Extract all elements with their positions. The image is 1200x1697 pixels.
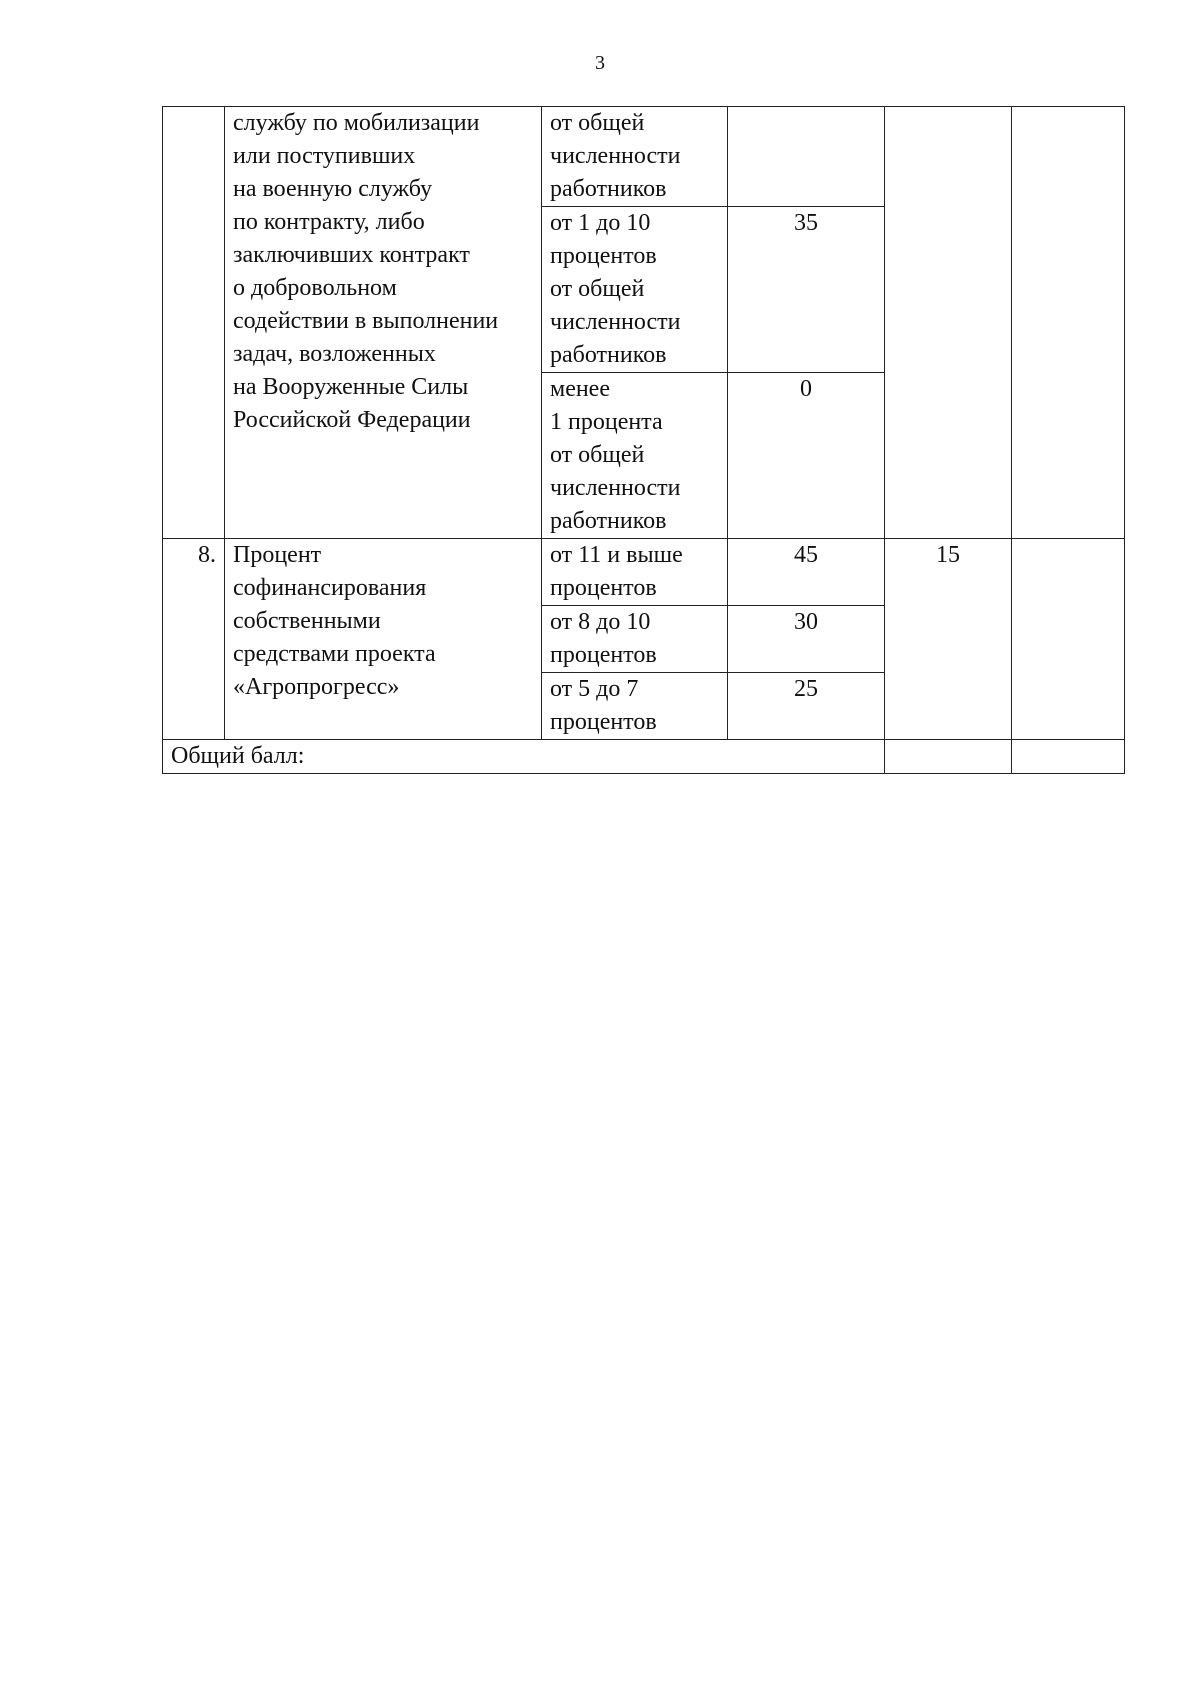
condition-cell: от 1 до 10 процентов от общей численности работников	[542, 207, 728, 373]
criterion-name: Процент софинансирования собственными средствами проекта «Агропрогресс»	[225, 539, 542, 740]
points-cell: 0	[728, 373, 885, 539]
points-cell: 35	[728, 207, 885, 373]
criterion-name: службу по мобилизации или поступивших на военную службу по контракту, либо заключивших контракт о добровольном содействии в выполнении задач, возложенных на Вооруженные Силы Российской Федерации	[225, 107, 542, 539]
points-cell	[728, 107, 885, 207]
total-weight-cell	[885, 740, 1012, 774]
points-cell: 25	[728, 673, 885, 740]
weight-cell: 15	[885, 539, 1012, 740]
criterion-number: 8.	[163, 539, 225, 740]
criterion-number	[163, 107, 225, 539]
condition-cell: менее 1 процента от общей численности работников	[542, 373, 728, 539]
total-row	[163, 740, 1125, 774]
result-cell	[1012, 107, 1125, 539]
points-cell: 45	[728, 539, 885, 606]
condition-cell: от общей численности работников	[542, 107, 728, 207]
points-cell: 30	[728, 606, 885, 673]
criteria-table	[162, 106, 1125, 774]
condition-cell: от 8 до 10 процентов	[542, 606, 728, 673]
total-label: Общий балл:	[163, 740, 885, 774]
table-row	[163, 107, 1125, 207]
condition-cell: от 11 и выше процентов	[542, 539, 728, 606]
result-cell	[1012, 539, 1125, 740]
table-row	[163, 539, 1125, 606]
total-result-cell	[1012, 740, 1125, 774]
condition-cell: от 5 до 7 процентов	[542, 673, 728, 740]
weight-cell	[885, 107, 1012, 539]
page-number: 3	[595, 52, 605, 74]
